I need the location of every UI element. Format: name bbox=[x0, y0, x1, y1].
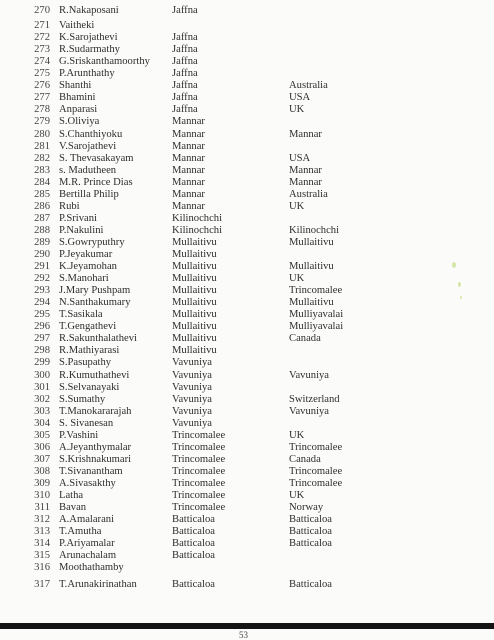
table-row bbox=[0, 297, 494, 309]
table-row bbox=[0, 237, 494, 249]
district-name: Kilinochchi bbox=[172, 212, 223, 224]
location-name: Trincomalee bbox=[289, 285, 343, 297]
row-number: 293 bbox=[34, 285, 50, 297]
district-name: Jaffna bbox=[172, 5, 198, 16]
row-number: 296 bbox=[34, 321, 50, 333]
location-name: Mullaitivu bbox=[289, 297, 334, 309]
location-name: UK bbox=[289, 273, 305, 285]
location-name: Norway bbox=[289, 502, 324, 514]
table-row bbox=[0, 466, 494, 478]
row-number: 317 bbox=[34, 579, 50, 591]
person-name: Anparasi bbox=[59, 104, 98, 116]
person-name: Arunachalam bbox=[59, 550, 117, 562]
row-number: 305 bbox=[34, 429, 50, 441]
table-row bbox=[0, 490, 494, 502]
row-number: 292 bbox=[34, 273, 50, 285]
bottom-rule bbox=[0, 623, 494, 629]
table-row bbox=[0, 394, 494, 406]
district-name: Trincomalee bbox=[172, 465, 226, 477]
location-name: USA bbox=[289, 92, 311, 104]
person-name: P.Arunthathy bbox=[59, 68, 115, 80]
location-name: Mannar bbox=[289, 176, 322, 188]
table-row bbox=[0, 104, 494, 116]
person-name: S.Sumathy bbox=[59, 393, 106, 405]
person-name: J.Mary Pushpam bbox=[59, 285, 131, 297]
person-name: T.Gengathevi bbox=[59, 321, 117, 333]
row-number: 314 bbox=[34, 538, 50, 550]
person-name: T.Amutha bbox=[59, 526, 102, 538]
district-name: Vavuniya bbox=[172, 381, 213, 393]
row-number: 300 bbox=[34, 369, 50, 381]
district-name: Mannar bbox=[172, 116, 205, 128]
location-name: Mannar bbox=[289, 164, 322, 176]
location-name: Batticaloa bbox=[289, 526, 332, 538]
table-row bbox=[0, 189, 494, 201]
location-name: Mulliyavalai bbox=[289, 321, 344, 333]
table-row bbox=[0, 333, 494, 345]
district-name: Trincomalee bbox=[172, 429, 226, 441]
table-row bbox=[0, 430, 494, 442]
district-name: Trincomalee bbox=[172, 453, 226, 465]
table-row bbox=[0, 5, 494, 17]
table-row bbox=[0, 514, 494, 526]
district-name: Trincomalee bbox=[172, 477, 226, 489]
row-number: 304 bbox=[34, 417, 50, 429]
row-number: 284 bbox=[34, 176, 50, 188]
location-name: UK bbox=[289, 490, 305, 501]
district-name: Mannar bbox=[172, 176, 205, 188]
person-name: T.Sivanantham bbox=[59, 465, 123, 477]
district-name: Trincomalee bbox=[172, 490, 226, 501]
row-number: 270 bbox=[34, 5, 50, 16]
scan-speck bbox=[460, 296, 462, 299]
table-row bbox=[0, 129, 494, 141]
row-number: 275 bbox=[34, 68, 50, 80]
table-row bbox=[0, 526, 494, 538]
row-number: 288 bbox=[34, 224, 50, 236]
page-number: 53 bbox=[239, 630, 248, 640]
row-number: 306 bbox=[34, 441, 50, 453]
table-row bbox=[0, 478, 494, 490]
person-name: P.Srivani bbox=[59, 212, 97, 224]
district-name: Mullaitivu bbox=[172, 236, 217, 248]
row-number: 312 bbox=[34, 514, 50, 526]
table-row bbox=[0, 454, 494, 466]
table-row bbox=[0, 44, 494, 56]
table-row bbox=[0, 261, 494, 273]
table-row bbox=[0, 345, 494, 357]
person-name: Latha bbox=[59, 490, 84, 501]
row-number: 302 bbox=[34, 393, 50, 405]
person-name: S. Thevasakayam bbox=[59, 152, 134, 164]
table-row bbox=[0, 538, 494, 550]
district-name: Vavuniya bbox=[172, 393, 213, 405]
table-row bbox=[0, 273, 494, 285]
table-row bbox=[0, 20, 494, 32]
location-name: Switzerland bbox=[289, 393, 340, 405]
row-number: 303 bbox=[34, 405, 50, 417]
district-name: Vavuniya bbox=[172, 405, 213, 417]
row-number: 286 bbox=[34, 200, 50, 212]
row-number: 278 bbox=[34, 104, 50, 116]
person-name: s. Madutheen bbox=[59, 164, 117, 176]
row-number: 274 bbox=[34, 56, 50, 68]
person-name: P.Jeyakumar bbox=[59, 249, 113, 260]
person-name: R.Mathiyarasi bbox=[59, 345, 120, 357]
table-row bbox=[0, 225, 494, 237]
row-number: 310 bbox=[34, 490, 50, 501]
table-row bbox=[0, 56, 494, 68]
location-name: Trincomalee bbox=[289, 477, 343, 489]
row-number: 301 bbox=[34, 381, 50, 393]
district-name: Jaffna bbox=[172, 68, 198, 80]
person-name: M.R. Prince Dias bbox=[59, 176, 133, 188]
person-name: R.Nakaposani bbox=[59, 5, 119, 16]
person-name: P.Nakulini bbox=[59, 224, 104, 236]
location-name: Batticaloa bbox=[289, 514, 332, 526]
row-number: 299 bbox=[34, 357, 50, 369]
location-name: Vavuniya bbox=[289, 369, 330, 381]
row-number: 287 bbox=[34, 212, 50, 224]
district-name: Mullaitivu bbox=[172, 309, 217, 321]
district-name: Mannar bbox=[172, 128, 205, 140]
person-name: R.Kumuthathevi bbox=[59, 369, 130, 381]
location-name: UK bbox=[289, 104, 305, 116]
district-name: Trincomalee bbox=[172, 441, 226, 453]
person-name: Moothathamby bbox=[59, 562, 124, 574]
row-number: 289 bbox=[34, 236, 50, 248]
person-name: Bavan bbox=[59, 502, 87, 514]
person-name: A.Sivasakthy bbox=[59, 477, 116, 489]
person-name: T.Arunakirinathan bbox=[59, 579, 137, 591]
table-row bbox=[0, 165, 494, 177]
row-number: 285 bbox=[34, 188, 50, 200]
district-name: Mullaitivu bbox=[172, 345, 217, 357]
person-name: S.Gowryputhry bbox=[59, 236, 125, 248]
row-number: 290 bbox=[34, 249, 50, 260]
location-name: Trincomalee bbox=[289, 465, 343, 477]
table-row bbox=[0, 201, 494, 213]
district-name: Mullaitivu bbox=[172, 273, 217, 285]
table-row bbox=[0, 418, 494, 430]
location-name: Mullaitivu bbox=[289, 236, 334, 248]
table-row bbox=[0, 562, 494, 574]
row-number: 307 bbox=[34, 453, 50, 465]
district-name: Vavuniya bbox=[172, 369, 213, 381]
table-row bbox=[0, 382, 494, 394]
person-name: Bertilla Philip bbox=[59, 188, 119, 200]
person-name: S.Oliviya bbox=[59, 116, 100, 128]
person-name: S. Sivanesan bbox=[59, 417, 114, 429]
row-number: 298 bbox=[34, 345, 50, 357]
person-name: A.Jeyanthymalar bbox=[59, 441, 132, 453]
district-name: Batticaloa bbox=[172, 550, 215, 562]
person-name: Bhamini bbox=[59, 92, 96, 104]
person-name: S.Selvanayaki bbox=[59, 381, 120, 393]
location-name: Mannar bbox=[289, 128, 322, 140]
row-number: 295 bbox=[34, 309, 50, 321]
table-row bbox=[0, 141, 494, 153]
district-name: Mullaitivu bbox=[172, 249, 217, 260]
location-name: Mulliyavalai bbox=[289, 309, 344, 321]
person-name: R.Sudarmathy bbox=[59, 44, 120, 56]
district-name: Mullaitivu bbox=[172, 261, 217, 273]
row-number: 281 bbox=[34, 140, 50, 152]
table-row bbox=[0, 442, 494, 454]
district-name: Mannar bbox=[172, 188, 205, 200]
row-number: 273 bbox=[34, 44, 50, 56]
person-name: R.Sakunthalathevi bbox=[59, 333, 137, 345]
location-name: Mullaitivu bbox=[289, 261, 334, 273]
row-number: 276 bbox=[34, 80, 50, 92]
row-number: 313 bbox=[34, 526, 50, 538]
district-name: Jaffna bbox=[172, 32, 198, 44]
table-row bbox=[0, 406, 494, 418]
person-name: P.Vashini bbox=[59, 429, 99, 441]
location-name: UK bbox=[289, 429, 305, 441]
district-name: Vavuniya bbox=[172, 417, 213, 429]
person-name: K.Jeyamohan bbox=[59, 261, 117, 273]
table-row bbox=[0, 116, 494, 128]
person-name: N.Santhakumary bbox=[59, 297, 131, 309]
table-row bbox=[0, 309, 494, 321]
row-number: 309 bbox=[34, 477, 50, 489]
row-number: 277 bbox=[34, 92, 50, 104]
row-number: 280 bbox=[34, 128, 50, 140]
table-row bbox=[0, 177, 494, 189]
district-name: Mullaitivu bbox=[172, 297, 217, 309]
row-number: 283 bbox=[34, 164, 50, 176]
table-row bbox=[0, 249, 494, 261]
row-number: 308 bbox=[34, 465, 50, 477]
row-number: 311 bbox=[34, 502, 50, 514]
district-name: Jaffna bbox=[172, 80, 198, 92]
row-number: 272 bbox=[34, 32, 50, 44]
person-name: A.Amalarani bbox=[59, 514, 115, 526]
district-name: Batticaloa bbox=[172, 514, 215, 526]
district-name: Mannar bbox=[172, 200, 205, 212]
district-name: Batticaloa bbox=[172, 579, 215, 591]
row-number: 282 bbox=[34, 152, 50, 164]
person-name: T.Manokararajah bbox=[59, 405, 132, 417]
table-row bbox=[0, 80, 494, 92]
table-row bbox=[0, 370, 494, 382]
location-name: Canada bbox=[289, 453, 321, 465]
district-name: Mullaitivu bbox=[172, 333, 217, 345]
row-number: 271 bbox=[34, 20, 50, 32]
row-number: 315 bbox=[34, 550, 50, 562]
district-name: Vavuniya bbox=[172, 357, 213, 369]
district-name: Trincomalee bbox=[172, 502, 226, 514]
district-name: Mullaitivu bbox=[172, 321, 217, 333]
person-name: V.Sarojathevi bbox=[59, 140, 117, 152]
location-name: Batticaloa bbox=[289, 538, 332, 550]
row-number: 316 bbox=[34, 562, 50, 574]
location-name: Australia bbox=[289, 80, 328, 92]
district-name: Batticaloa bbox=[172, 526, 215, 538]
person-name: S.Manohari bbox=[59, 273, 109, 285]
location-name: USA bbox=[289, 152, 311, 164]
row-number: 294 bbox=[34, 297, 50, 309]
person-name: Shanthi bbox=[59, 80, 92, 92]
location-name: UK bbox=[289, 200, 305, 212]
district-name: Mannar bbox=[172, 152, 205, 164]
table-row bbox=[0, 357, 494, 369]
person-name: T.Sasikala bbox=[59, 309, 103, 321]
location-name: Canada bbox=[289, 333, 321, 345]
district-name: Mullaitivu bbox=[172, 285, 217, 297]
table-row bbox=[0, 153, 494, 165]
person-name: Vaitheki bbox=[59, 20, 95, 32]
district-name: Kilinochchi bbox=[172, 224, 223, 236]
person-name: S.Chanthiyoku bbox=[59, 128, 123, 140]
scan-speck bbox=[458, 282, 461, 287]
district-name: Jaffna bbox=[172, 92, 198, 104]
location-name: Vavuniya bbox=[289, 405, 330, 417]
scan-speck bbox=[452, 262, 456, 268]
location-name: Australia bbox=[289, 188, 328, 200]
location-name: Kilinochchi bbox=[289, 224, 340, 236]
person-name: G.Sriskanthamoorthy bbox=[59, 56, 150, 68]
person-name: K.Sarojathevi bbox=[59, 32, 118, 44]
table-row bbox=[0, 579, 494, 591]
location-name: Batticaloa bbox=[289, 579, 332, 591]
district-name: Jaffna bbox=[172, 44, 198, 56]
district-name: Mannar bbox=[172, 164, 205, 176]
row-number: 297 bbox=[34, 333, 50, 345]
person-name: S.Krishnakumari bbox=[59, 453, 132, 465]
district-name: Jaffna bbox=[172, 104, 198, 116]
district-name: Batticaloa bbox=[172, 538, 215, 550]
district-name: Jaffna bbox=[172, 56, 198, 68]
location-name: Trincomalee bbox=[289, 441, 343, 453]
table-row bbox=[0, 502, 494, 514]
table-row bbox=[0, 32, 494, 44]
table-row bbox=[0, 321, 494, 333]
table-row bbox=[0, 68, 494, 80]
row-number: 279 bbox=[34, 116, 50, 128]
table-row bbox=[0, 285, 494, 297]
row-number: 291 bbox=[34, 261, 50, 273]
table-row bbox=[0, 213, 494, 225]
person-name: P.Ariyamalar bbox=[59, 538, 115, 550]
district-name: Mannar bbox=[172, 140, 205, 152]
person-name: S.Pasupathy bbox=[59, 357, 112, 369]
person-name: Rubi bbox=[59, 200, 80, 212]
table-row bbox=[0, 550, 494, 562]
table-row bbox=[0, 92, 494, 104]
